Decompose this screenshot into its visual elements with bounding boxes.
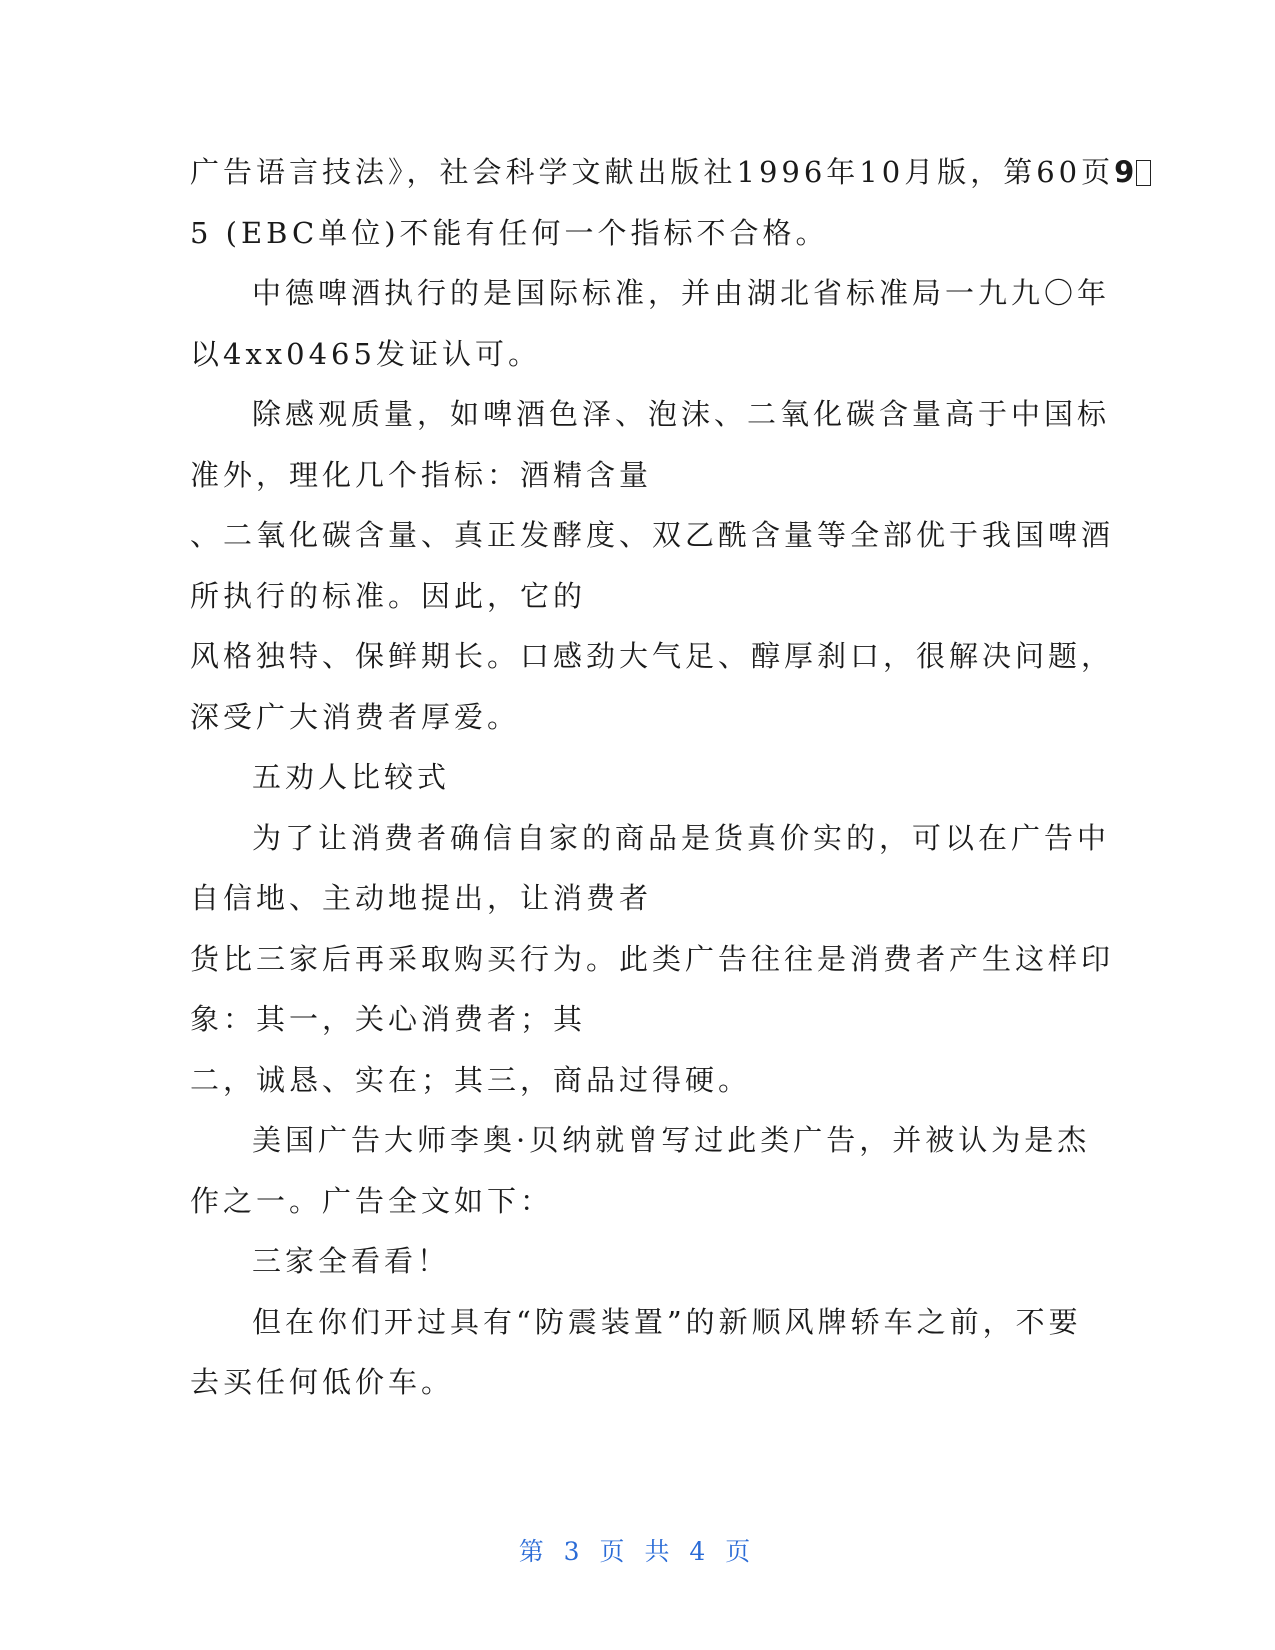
text-line-7: 、二氧化碳含量、真正发酵度、双乙酰含量等全部优于我国啤酒: [190, 518, 1115, 552]
text-line-3: 中德啤酒执行的是国际标准，并由湖北省标准局一九九〇年: [252, 276, 1111, 310]
line-text: 广告语言技法》，社会科学文献出版社1996年10月版，第60页: [190, 155, 1115, 189]
text-line-21: 去买任何低价车。: [190, 1365, 455, 1399]
text-line-5: 除感观质量，如啤酒色泽、泡沫、二氧化碳含量高于中国标: [252, 397, 1111, 431]
text-line-9: 风格独特、保鲜期长。口感劲大气足、醇厚刹口，很解决问题，: [190, 639, 1115, 673]
section-heading: 五劝人比较式: [252, 760, 451, 794]
text-line-16: 二，诚恳、实在；其三，商品过得硬。: [190, 1062, 752, 1097]
text-line-10: 深受广大消费者厚爱。: [190, 699, 521, 734]
text-line-6: 准外，理化几个指标：酒精含量: [190, 457, 653, 492]
text-line-12: 为了让消费者确信自家的商品是货真价实的，可以在广告中: [252, 820, 1111, 855]
text-line-13: 自信地、主动地提出，让消费者: [190, 881, 653, 915]
text-line-2: 5 (EBC单位)不能有任何一个指标不合格。: [190, 215, 829, 250]
ad-headline: 三家全看看！: [252, 1244, 451, 1278]
text-line-8: 所执行的标准。因此，它的: [190, 578, 587, 613]
text-line-14: 货比三家后再采取购买行为。此类广告往往是消费者产生这样印: [190, 941, 1115, 976]
document-body: [190, 142, 1135, 1413]
text-line-18: 作之一。广告全文如下：: [190, 1183, 554, 1218]
text-line-1: [190, 142, 1135, 203]
text-line-15: 象：其一，关心消费者；其: [190, 1002, 587, 1036]
text-line-4: 以4xx0465发证认可。: [190, 336, 541, 371]
page-footer: 第 3 页 共 4 页: [518, 1537, 757, 1566]
missing-glyph-box: [1136, 160, 1151, 186]
bold-digit: 9: [1114, 155, 1135, 189]
text-line-20: 但在你们开过具有“防震装置”的新顺风牌轿车之前，不要: [252, 1304, 1082, 1339]
text-line-17: 美国广告大师李奥·贝纳就曾写过此类广告，并被认为是杰: [252, 1123, 1091, 1157]
